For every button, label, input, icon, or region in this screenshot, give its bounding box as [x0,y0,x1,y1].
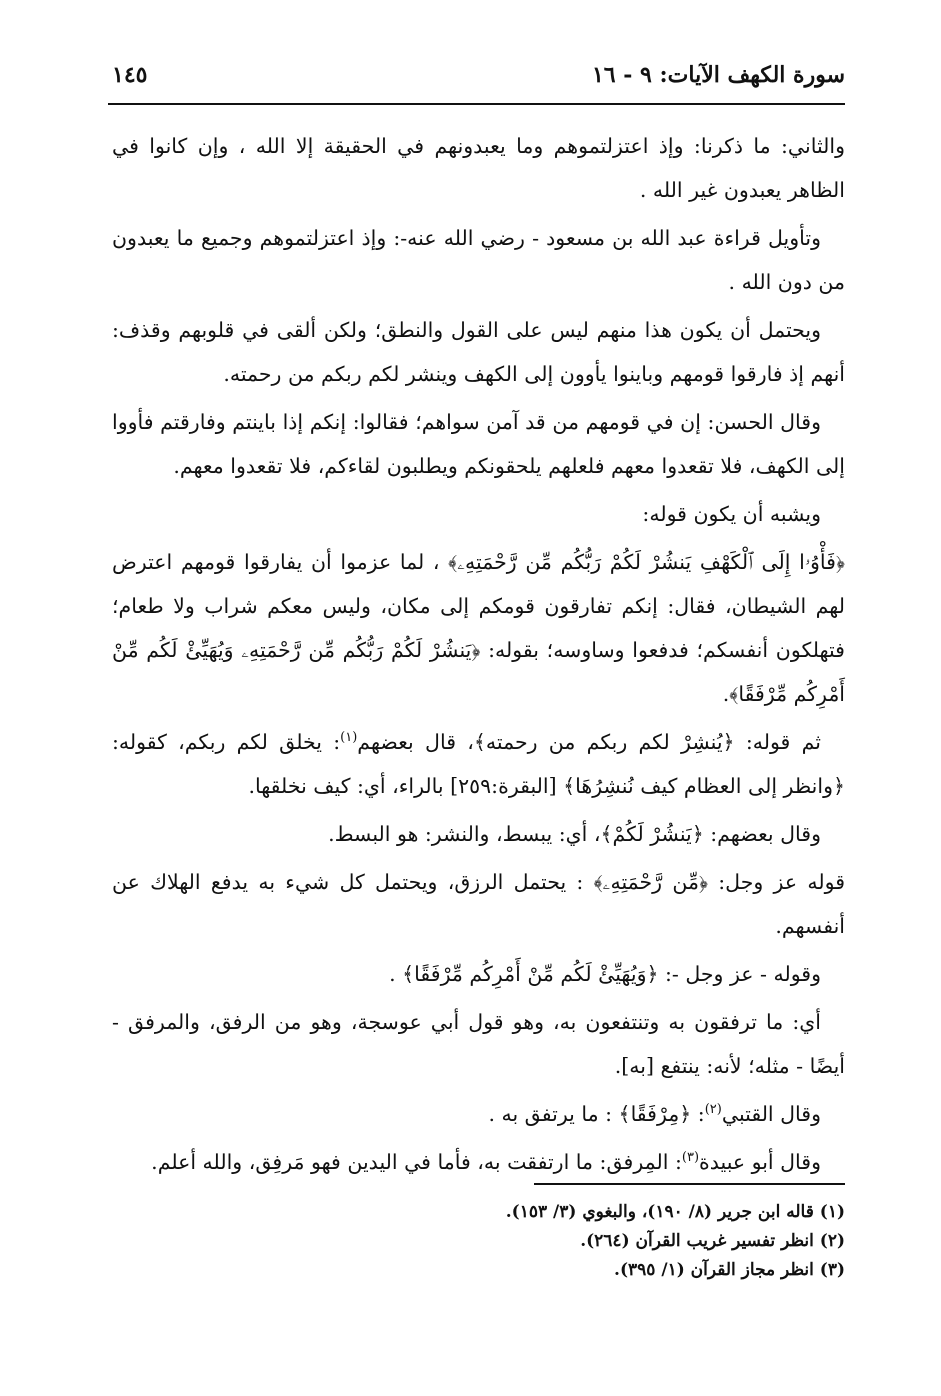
paragraph: ﴿فَأْوُۥا إِلَى ٱلْكَهْفِ يَنشُرْ لَكُمْ رَبُّكُم مِّن رَّحْمَتِهِۦ﴾ ، لما عزموا أن يفارقوا قومهم اعترض لهم الشيطان، فقال: إنكم تفارقون قومكم إلى مكان، وليس معكم شراب ولا طعام؛ فتهلكون أنفسكم؛ فدفعوا وساوسه؛ بقوله: ﴿يَنشُرْ لَكُمْ رَبُّكُم مِّن رَّحْمَتِهِۦ وَيُهَيِّئْ لَكُم مِّنْ أَمْرِكُم مِّرْفَقًا﴾. [112,550,845,706]
paragraph [112,720,845,808]
page-number: ١٤٥ [112,62,148,88]
paragraph: وقال الحسن: إن في قومهم من قد آمن سواهم؛ فقالوا: إنكم إذا باينتم وفارقتم فأووا إلى الكهف، فلا تقعدوا معهم فلعلهم يلحقونكم ويطلبون لقاءكم، فلا تقعدوا معهم. [112,410,845,478]
footnotes [112,1198,845,1285]
paragraph [112,1092,845,1136]
paragraph-text: : المِرفق: ما ارتفقت به، فأما في اليدين فهو مَرفِق، والله أعلم. [151,1150,682,1174]
footnote: (٣) انظر مجاز القرآن (١/ ٣٩٥). [614,1260,845,1280]
footnote-ref: (٢) [704,1102,722,1118]
footnote: (١) قاله ابن جرير (٨/ ١٩٠)، والبغوي (٣/ ١٥٣). [505,1202,845,1222]
paragraph-text: وقال القتبي [721,1102,821,1126]
running-title: سورة الكهف الآيات: ٩ - ١٦ [591,62,845,88]
paragraph: وقوله - عز وجل -: ﴿وَيُهَيِّئْ لَكُم مِّنْ أَمْرِكُم مِّرْفَقًا﴾ . [389,962,821,986]
footnote-divider [534,1183,845,1185]
footnote-ref: (١) [340,730,358,746]
footnote: (٢) انظر تفسير غريب القرآن (٢٦٤). [580,1231,845,1251]
paragraph [112,1140,845,1184]
paragraph: أي: ما ترفقون به وتنتفعون به، وهو قول أبي عوسجة، وهو من الرفق، والمرفق - أيضًا - مثله؛ لأنه: ينتفع [به]. [112,1010,845,1078]
paragraph-text: ثم قوله: ﴿يُنشِرْ لكم ربكم من رحمته﴾، قال بعضهم [357,730,821,754]
paragraph: ويشبه أن يكون قوله: [642,502,821,526]
main-text [112,124,845,1188]
paragraph: ويحتمل أن يكون هذا منهم ليس على القول والنطق؛ ولكن ألقى في قلوبهم وقذف: أنهم إذ فارقوا قومهم وباينوا يأوون إلى الكهف وينشر لكم ربكم من رحمته. [112,318,845,386]
paragraph-text: : ﴿مِرْفَقًا﴾ : ما يرتفق به . [488,1102,705,1126]
paragraph: والثاني: ما ذكرنا: وإذ اعتزلتموهم وما يعبدونهم في الحقيقة إلا الله ، وإن كانوا في الظاهر يعبدون غير الله . [112,134,845,202]
paragraph-text: : يخلق لكم ربكم، كقوله: ﴿وانظر إلى العظام كيف نُنشِرُهَا﴾ [البقرة:٢٥٩] بالراء، أي: كيف نخلقها. [112,730,845,798]
paragraph-text: وقال أبو عبيدة [699,1150,821,1174]
paragraph: وقال بعضهم: ﴿يَنشُرْ لَكُمْ﴾، أي: يبسط، والنشر: هو البسط. [328,822,821,846]
header-divider [108,103,845,105]
page-header [112,62,845,88]
footnote-ref: (٣) [681,1150,700,1166]
paragraph: وتأويل قراءة عبد الله بن مسعود - رضي الله عنه-: وإذ اعتزلتموهم وجميع ما يعبدون من دون الله . [112,226,845,294]
paragraph: قوله عز وجل: ﴿مِّن رَّحْمَتِهِۦ﴾ : يحتمل الرزق، ويحتمل كل شيء به يدفع الهلاك عن أنفسهم. [112,870,845,938]
